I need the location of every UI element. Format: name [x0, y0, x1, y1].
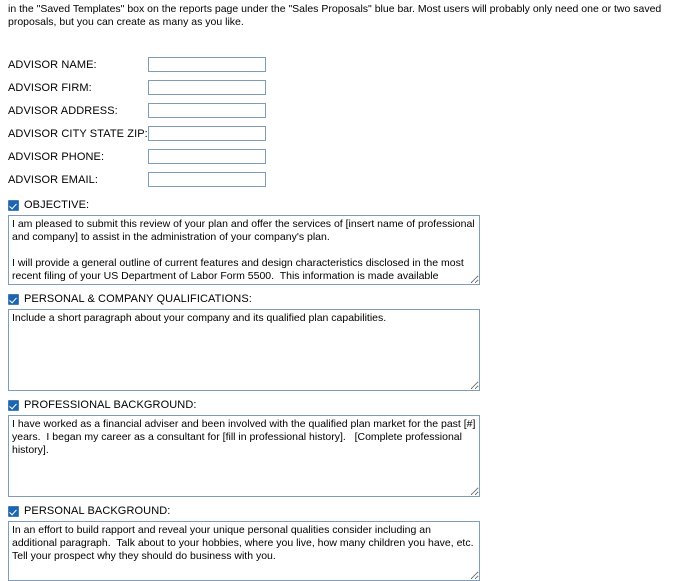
- advisor-fields: [8, 53, 686, 191]
- personal-background-checkbox[interactable]: [8, 506, 19, 517]
- field-row-advisor-name: [8, 53, 686, 76]
- section-qualifications: [8, 291, 686, 391]
- advisor-city-state-zip-input[interactable]: [148, 126, 266, 141]
- qualifications-label: PERSONAL & COMPANY QUALIFICATIONS:: [24, 293, 252, 305]
- objective-label: OBJECTIVE:: [24, 199, 90, 211]
- field-row-advisor-email: [8, 168, 686, 191]
- section-personal-background: [8, 503, 686, 581]
- advisor-phone-label: ADVISOR PHONE:: [8, 150, 105, 163]
- advisor-address-input[interactable]: [148, 103, 266, 118]
- personal-background-label: PERSONAL BACKGROUND:: [24, 505, 171, 517]
- personal-background-textarea[interactable]: [8, 521, 480, 581]
- objective-textarea[interactable]: [8, 215, 480, 285]
- advisor-email-input[interactable]: [148, 172, 266, 187]
- advisor-city-state-zip-label: ADVISOR CITY STATE ZIP:: [8, 127, 148, 140]
- advisor-address-label: ADVISOR ADDRESS:: [8, 104, 118, 117]
- advisor-name-label: ADVISOR NAME:: [8, 58, 97, 71]
- section-objective: [8, 197, 686, 285]
- advisor-firm-label: ADVISOR FIRM:: [8, 81, 92, 94]
- advisor-firm-input[interactable]: [148, 80, 266, 95]
- advisor-email-label: ADVISOR EMAIL:: [8, 173, 99, 186]
- field-row-advisor-phone: [8, 145, 686, 168]
- section-qualifications-header: [8, 291, 686, 307]
- field-row-advisor-city-state-zip: [8, 122, 686, 145]
- professional-background-checkbox[interactable]: [8, 400, 19, 411]
- field-row-advisor-firm: [8, 76, 686, 99]
- section-objective-header: [8, 197, 686, 213]
- professional-background-textarea[interactable]: [8, 415, 480, 497]
- qualifications-checkbox[interactable]: [8, 294, 19, 305]
- section-professional-background: [8, 397, 686, 497]
- section-professional-background-header: [8, 397, 686, 413]
- objective-checkbox[interactable]: [8, 200, 19, 211]
- advisor-phone-input[interactable]: [148, 149, 266, 164]
- field-row-advisor-address: [8, 99, 686, 122]
- advisor-name-input[interactable]: [148, 57, 266, 72]
- qualifications-textarea[interactable]: [8, 309, 480, 391]
- professional-background-label: PROFESSIONAL BACKGROUND:: [24, 399, 197, 411]
- section-personal-background-header: [8, 503, 686, 519]
- intro-paragraph: in the "Saved Templates" box on the reports page under the "Sales Proposals" blue bar. Most users will probably only need one or two saved proposals, but you can create as many as you like.: [8, 3, 662, 28]
